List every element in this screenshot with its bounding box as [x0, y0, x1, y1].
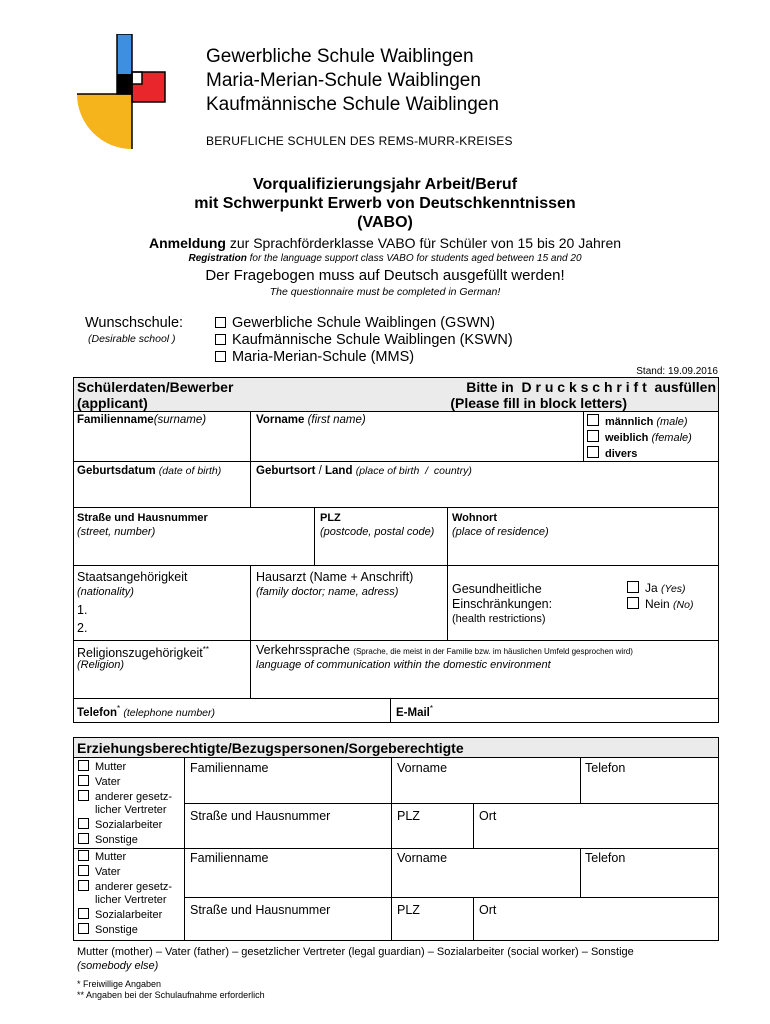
guardian1-other[interactable]	[78, 833, 138, 847]
registration-line	[0, 235, 770, 252]
language-input[interactable]	[256, 674, 714, 696]
birthplace-label-b: Land	[325, 465, 353, 477]
surname-label	[77, 413, 206, 427]
role-label: anderer gesetz-	[95, 881, 173, 893]
guardian1-postcode-label: PLZ	[397, 809, 420, 823]
checkbox[interactable]	[587, 430, 599, 442]
gender-label-en: (female)	[651, 432, 692, 444]
wunsch-option-gswn[interactable]	[215, 315, 495, 332]
nationality-2-label: 2.	[77, 621, 88, 635]
guardian1-city-label: Ort	[479, 809, 497, 823]
guardian1-legal[interactable]	[78, 790, 172, 804]
school-name-3: Kaufmännische Schule Waiblingen	[206, 94, 499, 115]
nationality-1-label: 1.	[77, 603, 88, 617]
language-label-en: language of communication within the domestic environment	[256, 659, 551, 671]
footnote-2: ** Angaben bei der Schulaufnahme erforderlich	[77, 990, 265, 1000]
stand-date: Stand: 19.09.2016	[636, 366, 718, 377]
guardian1-surname-label: Familienname	[190, 761, 269, 775]
checkbox[interactable]	[78, 908, 89, 919]
title-line-2: mit Schwerpunkt Erwerb von Deutschkenntnissen	[194, 195, 576, 212]
health-label-1: Gesundheitliche	[452, 582, 542, 596]
registration-en	[0, 252, 770, 265]
first-name-label	[256, 413, 366, 427]
role-legend-2: (somebody else)	[77, 960, 159, 972]
guardian2-social[interactable]	[78, 908, 162, 922]
role-label: Vater	[95, 866, 121, 878]
school-name-1: Gewerbliche Schule Waiblingen	[206, 46, 474, 67]
phone-label-en: (telephone number)	[123, 706, 216, 719]
language-note: (Sprache, die meist in der Familie bzw. im häuslichen Umfeld gesprochen wird)	[353, 647, 633, 656]
postcode-input[interactable]	[320, 540, 442, 562]
gender-label: männlich	[605, 416, 654, 428]
checkbox[interactable]	[78, 880, 89, 891]
logo-yellow-quarter	[77, 94, 132, 149]
footnote-1: * Freiwillige Angaben	[77, 979, 162, 989]
gender-label: weiblich	[605, 432, 649, 444]
role-label: anderer gesetz-	[95, 791, 173, 803]
notice-de: Der Fragebogen muss auf Deutsch ausgefüllt werden!	[205, 267, 565, 284]
email-label-de: E-Mail	[396, 706, 430, 719]
guardian2-phone-label: Telefon	[585, 851, 626, 865]
residence-label	[452, 511, 549, 539]
guardian2-surname-label: Familienname	[190, 851, 269, 865]
health-no-label: Nein	[645, 597, 670, 611]
wunsch-label: Wunschschule:	[85, 315, 184, 331]
phone-footnote-mark: *	[117, 704, 121, 713]
birthplace-label-en: (place of birth / country)	[355, 465, 472, 477]
health-no-label-en: (No)	[673, 599, 694, 611]
role-label: Sozialarbeiter	[95, 909, 163, 921]
role-label: Sonstige	[95, 834, 138, 846]
guardian1-father[interactable]	[78, 775, 120, 789]
health-yes-label: Ja	[645, 581, 658, 595]
checkbox[interactable]	[78, 833, 89, 844]
surname-label-de: Familienname	[77, 414, 154, 426]
phone-input[interactable]	[245, 700, 385, 720]
role-label: Sozialarbeiter	[95, 819, 163, 831]
residence-input[interactable]	[452, 540, 714, 562]
doctor-label: Hausarzt (Name + Anschrift)	[256, 570, 414, 584]
guardian2-other[interactable]	[78, 923, 138, 937]
role-label: Sonstige	[95, 924, 138, 936]
wunsch-option-label: Gewerbliche Schule Waiblingen (GSWN)	[232, 315, 495, 331]
gender-label-en: (male)	[656, 416, 688, 428]
checkbox[interactable]	[78, 760, 89, 771]
guardian2-firstname-label: Vorname	[397, 851, 448, 865]
role-label: Mutter	[95, 851, 127, 863]
birthplace-label	[256, 464, 472, 478]
wunsch-label-en: (Desirable school )	[88, 333, 176, 345]
checkbox[interactable]	[78, 850, 89, 861]
first-name-label-de: Vorname	[256, 414, 305, 426]
checkbox[interactable]	[78, 923, 89, 934]
wunsch-option-kswn[interactable]	[215, 332, 513, 349]
guardian2-father[interactable]	[78, 865, 120, 879]
applicant-title-en: (applicant)	[77, 395, 148, 411]
guardian2-city-label: Ort	[479, 903, 497, 917]
notice-en: The questionnaire must be completed in German!	[269, 286, 501, 298]
street-label-de: Straße und Hausnummer	[77, 512, 208, 524]
nationality-label-en: (nationality)	[77, 586, 134, 598]
guardian1-social[interactable]	[78, 818, 162, 832]
applicant-title: Schülerdaten/Bewerber	[77, 379, 234, 395]
guardian2-legal[interactable]	[78, 880, 172, 894]
logo-black-block	[117, 74, 132, 94]
residence-label-en: (place of residence)	[452, 526, 549, 538]
residence-label-de: Wohnort	[452, 512, 498, 524]
street-input[interactable]	[77, 540, 309, 562]
checkbox[interactable]	[627, 597, 639, 609]
checkbox[interactable]	[78, 790, 89, 801]
health-yes-label-en: (Yes)	[661, 583, 686, 595]
checkbox[interactable]	[215, 351, 226, 362]
phone-label	[77, 702, 215, 720]
gender-label: divers	[605, 448, 638, 460]
religion-footnote-mark: **	[202, 645, 210, 654]
guardian1-firstname-label: Vorname	[397, 761, 448, 775]
guardian1-mother[interactable]	[78, 760, 126, 774]
email-footnote-mark: *	[429, 704, 433, 713]
registration-rest: zur Sprachförderklasse VABO für Schüler von 15 bis 20 Jahren	[225, 235, 622, 251]
logo-white-square	[132, 72, 142, 84]
doctor-label-en: (family doctor; name, adress)	[256, 586, 399, 598]
gender-male[interactable]	[587, 414, 688, 429]
checkbox[interactable]	[587, 414, 599, 426]
block-letters-de: Bitte in D r u c k s c h r i f t ausfüllen	[466, 379, 716, 395]
postcode-label-de: PLZ	[320, 512, 341, 524]
registration-en-rest: for the language support class VABO for students aged between 15 and 20	[246, 253, 582, 264]
checkbox[interactable]	[627, 581, 639, 593]
postcode-label	[320, 511, 434, 539]
surname-input[interactable]	[77, 428, 245, 456]
language-label-de: Verkehrssprache	[256, 643, 350, 657]
birthdate-label	[77, 464, 221, 478]
surname-label-en: (surname)	[153, 414, 207, 426]
guardian2-mother[interactable]	[78, 850, 126, 864]
block-letters-en: (Please fill in block letters)	[450, 395, 627, 411]
title-line-1: Vorqualifizierungsjahr Arbeit/Beruf	[252, 176, 518, 193]
checkbox[interactable]	[215, 334, 226, 345]
role-label: Vater	[95, 776, 121, 788]
birthplace-sep: /	[315, 465, 326, 477]
guardian1-legal-2: licher Vertreter	[95, 804, 167, 816]
checkbox[interactable]	[78, 818, 89, 829]
birthplace-input[interactable]	[256, 480, 711, 504]
guardians-title: Erziehungsberechtigte/Bezugspersonen/Sorgeberechtigte	[77, 740, 464, 756]
religion-input[interactable]	[77, 674, 245, 696]
role-legend-1: Mutter (mother) – Vater (father) – gesetzlicher Vertreter (legal guardian) – Sozialarbeiter (social worker) – Sonstige	[77, 946, 634, 958]
school-name-2: Maria-Merian-Schule Waiblingen	[206, 70, 481, 91]
guardian2-legal-2: licher Vertreter	[95, 894, 167, 906]
street-label	[77, 511, 208, 539]
street-label-en: (street, number)	[77, 526, 156, 538]
phone-label-de: Telefon	[77, 706, 118, 719]
wunsch-option-mms[interactable]	[215, 349, 414, 366]
birthdate-label-de: Geburtsdatum	[77, 465, 156, 477]
nationality-label: Staatsangehörigkeit	[77, 570, 188, 584]
gender-female[interactable]	[587, 430, 692, 445]
birthdate-input[interactable]	[77, 480, 245, 504]
religion-label-en: (Religion)	[77, 659, 125, 671]
religion-label-de: Religionszugehörigkeit	[77, 646, 203, 661]
health-yes[interactable]	[627, 581, 686, 596]
checkbox[interactable]	[587, 446, 599, 458]
first-name-input[interactable]	[256, 428, 576, 456]
guardian1-street-label: Straße und Hausnummer	[190, 809, 331, 823]
school-logo	[77, 34, 167, 149]
gender-diverse[interactable]	[587, 446, 637, 461]
wunsch-option-label: Kaufmännische Schule Waiblingen (KSWN)	[232, 332, 513, 348]
checkbox[interactable]	[78, 775, 89, 786]
role-label: Mutter	[95, 761, 127, 773]
birthplace-label-a: Geburtsort	[256, 465, 316, 477]
birthdate-label-en: (date of birth)	[158, 465, 222, 477]
wunsch-option-label: Maria-Merian-Schule (MMS)	[232, 349, 415, 365]
email-label	[396, 702, 433, 720]
checkbox[interactable]	[78, 865, 89, 876]
guardian1-phone-label: Telefon	[585, 761, 626, 775]
title-line-3: (VABO)	[357, 214, 413, 231]
guardian2-street-label: Straße und Hausnummer	[190, 903, 331, 917]
health-no[interactable]	[627, 597, 693, 612]
postcode-label-en: (postcode, postal code)	[320, 526, 435, 538]
registration-bold: Anmeldung	[148, 235, 226, 251]
health-label-en: (health restrictions)	[452, 613, 546, 625]
email-input[interactable]	[445, 700, 715, 720]
first-name-label-en: (first name)	[307, 414, 366, 426]
checkbox[interactable]	[215, 317, 226, 328]
registration-en-bold: Registration	[188, 253, 247, 264]
health-label-2: Einschränkungen:	[452, 597, 553, 611]
guardian2-postcode-label: PLZ	[397, 903, 420, 917]
header-subtitle: BERUFLICHE SCHULEN DES REMS-MURR-KREISES	[206, 134, 513, 148]
